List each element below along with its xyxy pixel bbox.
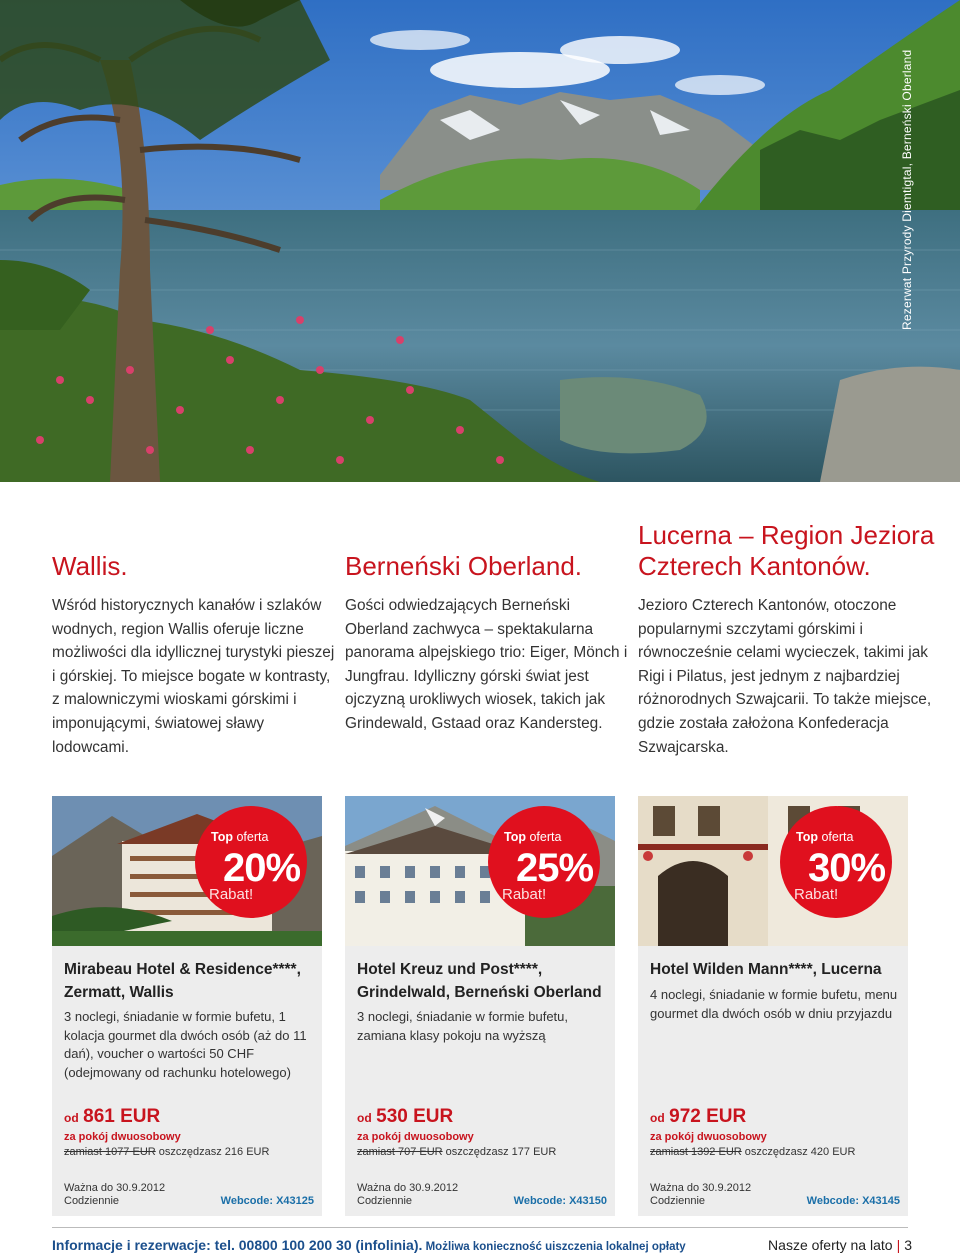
- region-title: Lucerna – Region Jeziora Czterech Kantonów.: [638, 520, 935, 581]
- badge-rabat: Rabat!: [794, 886, 839, 903]
- discount-value: 30%: [808, 846, 886, 890]
- hero-photo: [0, 0, 960, 482]
- price-unit: za pokój dwuosobowy: [357, 1131, 474, 1143]
- region-title: Wallis.: [52, 551, 128, 581]
- savings: zamiast 1077 EUR oszczędzasz 216 EUR: [64, 1146, 270, 1158]
- offer-price: od 972 EUR: [650, 1106, 747, 1127]
- offer-card-wilden-mann[interactable]: [638, 946, 908, 1216]
- region-wallis: [52, 551, 337, 759]
- badge-label: Top oferta: [796, 830, 854, 844]
- badge-rabat: Rabat!: [209, 886, 254, 903]
- validity: Ważna do 30.9.2012 Codziennie: [64, 1182, 166, 1207]
- hotel-name: Hotel Wilden Mann****, Lucerna: [650, 961, 882, 978]
- badge-label: Top oferta: [211, 830, 269, 844]
- discount-badge: [488, 806, 600, 918]
- region-lucerna: [638, 520, 938, 759]
- offer-card-kreuz-post[interactable]: [345, 946, 615, 1216]
- validity: Ważna do 30.9.2012 Codziennie: [650, 1182, 752, 1207]
- badge-label: Top oferta: [504, 830, 562, 844]
- region-text: Jezioro Czterech Kantonów, otoczone popularnymi szczytami górskimi i równocześnie celami wycieczek, takimi jak Rigi i Pilatus, jest jednym z najbardziej różnorodnych Szwajcarii. To także miejsce, gdzie została założona Konfederacja Szwajcarska.: [638, 597, 932, 756]
- fee-note: Możliwa konieczność uiszczenia lokalnej opłaty: [422, 1241, 686, 1253]
- footer: [52, 1237, 912, 1253]
- validity: Ważna do 30.9.2012 Codziennie: [357, 1182, 459, 1207]
- offer-description: 3 noclegi, śniadanie w formie bufetu, 1 kolacja gourmet dla dwóch osób (aż do 11 dań), voucher o wartości 50 CHF (odejmowany od rachunku hotelowego): [64, 1009, 307, 1080]
- discount-badge: [780, 806, 892, 918]
- offer-card-mirabeau[interactable]: [52, 946, 322, 1216]
- webcode: Webcode: X43125: [220, 1195, 314, 1207]
- savings: zamiast 1392 EUR oszczędzasz 420 EUR: [650, 1146, 856, 1158]
- discount-value: 25%: [516, 846, 594, 890]
- region-berner-oberland: [345, 551, 635, 736]
- price-unit: za pokój dwuosobowy: [64, 1131, 181, 1143]
- lake-landscape-illustration: [0, 0, 960, 482]
- region-text: Gości odwiedzających Berneński Oberland zachwyca – spektakularna panorama alpejskiego trio: Eiger, Mönch i Jungfrau. Idylliczny górski świat jest ojczyzną urokliwych wiosek, takich jak Grindewald, Gstaad oraz Kandersteg.: [345, 597, 628, 732]
- discount-badge: [195, 806, 307, 918]
- discount-value: 20%: [223, 846, 301, 890]
- offer-description: 4 noclegi, śniadanie w formie bufetu, menu gourmet dla dwóch osób w dniu przyjazdu: [650, 987, 898, 1021]
- hotel-name: Mirabeau Hotel & Residence****, Zermatt, Wallis: [64, 961, 301, 1001]
- badge-rabat: Rabat!: [502, 886, 547, 903]
- contact-info: Informacje i rezerwacje: tel. 00800 100 200 30 (infolinia).: [52, 1237, 423, 1253]
- offer-price: od 861 EUR: [64, 1106, 161, 1127]
- webcode: Webcode: X43150: [513, 1195, 607, 1207]
- hotel-name: Hotel Kreuz und Post****, Grindelwald, Berneński Oberland: [357, 961, 602, 1001]
- region-text: Wśród historycznych kanałów i szlaków wodnych, region Wallis oferuje liczne możliwości dla idyllicznej turystyki pieszej i górskiej. To miejsce bogate w kontrasty, z malowniczymi wioskami górskimi i imponującymi, światowej sławy lodowcami.: [52, 597, 335, 756]
- price-unit: za pokój dwuosobowy: [650, 1131, 767, 1143]
- savings: zamiast 707 EUR oszczędzasz 177 EUR: [357, 1146, 557, 1158]
- offer-price: od 530 EUR: [357, 1106, 454, 1127]
- page-number: 3: [904, 1237, 912, 1253]
- page-footer: Nasze oferty na lato | 3: [768, 1237, 912, 1253]
- footer-divider: [52, 1227, 908, 1228]
- offer-description: 3 noclegi, śniadanie w formie bufetu, zamiana klasy pokoju na wyższą: [357, 1009, 569, 1043]
- region-title: Berneński Oberland.: [345, 551, 583, 581]
- section-name: Nasze oferty na lato: [768, 1237, 893, 1253]
- photo-caption: Rezerwat Przyrody Diemtigtal, Berneński Oberland: [900, 49, 914, 330]
- webcode: Webcode: X43145: [806, 1195, 900, 1207]
